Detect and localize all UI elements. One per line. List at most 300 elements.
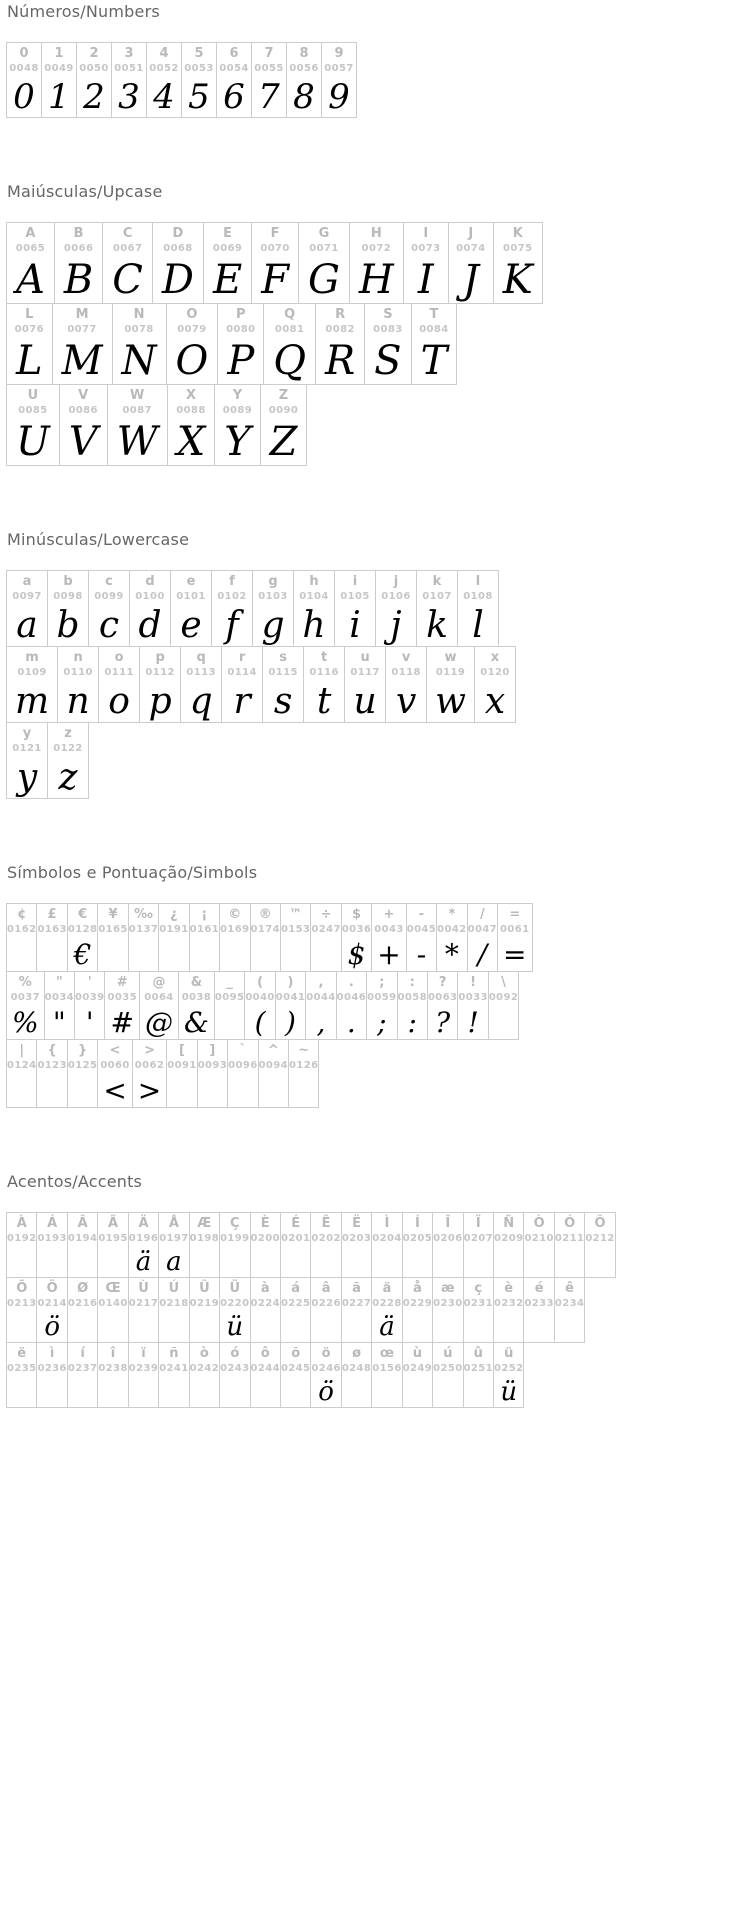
cell-character-label: 0 [19,46,29,61]
cell-unicode-code: 0161 [189,924,220,935]
glyph-cell [129,570,171,647]
cell-header [167,304,218,338]
cell-unicode-code: 0109 [17,667,47,678]
cell-header [263,647,303,681]
cell-header [311,1278,340,1312]
cell-character-label: ê [565,1281,574,1296]
cell-character-label: / [479,907,485,922]
cell-header [167,1040,196,1074]
cell-unicode-code: 0038 [181,992,212,1003]
cell-glyph: X [176,419,206,465]
cell-glyph: ) [285,1006,296,1039]
cell-unicode-code: 0099 [94,591,124,602]
cell-character-label: J [468,226,474,241]
cell-character-label: P [236,307,246,322]
glyph-cell [52,303,113,385]
glyph-row [6,570,730,647]
cell-header [45,972,74,1006]
glyph-cell [250,903,281,972]
glyph-cell [41,42,77,118]
cell-glyph: s [273,681,293,722]
glyph-cell [98,646,140,723]
cell-header [365,304,410,338]
glyph-cell [44,971,75,1040]
cell-character-label: â [321,1281,331,1296]
cell-character-label: ¡ [201,907,208,922]
cell-header [252,223,298,257]
glyph-cell [74,971,105,1040]
glyph-cell [336,971,367,1040]
glyph-cell [286,42,322,118]
cell-header [264,304,315,338]
cell-character-label: R [335,307,346,322]
cell-header [376,571,416,605]
cell-glyph: N [121,338,157,384]
cell-glyph: + [377,938,401,971]
glyph-cell [128,1212,159,1278]
cell-glyph [220,938,249,971]
cell-unicode-code: 0068 [163,243,193,254]
glyph-cell [227,1039,258,1108]
cell-header [7,1343,36,1377]
cell-character-label: : [409,975,415,990]
cell-unicode-code: 0096 [228,1060,258,1071]
glyph-cell [315,303,365,385]
cell-character-label: æ [441,1281,455,1296]
glyph-cell [216,42,252,118]
cell-unicode-code: 0203 [341,1233,372,1244]
cell-unicode-code: 0199 [220,1233,250,1244]
cell-unicode-code: 0066 [63,243,94,254]
cell-header [494,1213,523,1247]
cell-unicode-code: 0128 [67,924,98,935]
cell-character-label: t [321,650,328,665]
cell-glyph [37,1074,66,1107]
cell-unicode-code: 0041 [275,992,306,1003]
cell-unicode-code: 0237 [67,1363,98,1374]
cell-glyph: T [420,338,448,384]
cell-header [524,1213,553,1247]
cell-glyph [198,1074,227,1107]
glyph-cell [426,646,475,723]
glyph-cell [6,384,60,466]
cell-header [316,304,364,338]
cell-header [524,1278,553,1312]
cell-header [68,1343,97,1377]
glyph-cell [298,222,350,304]
cell-unicode-code: 0105 [340,591,370,602]
cell-glyph: n [66,681,90,722]
glyph-cell [321,42,357,118]
glyph-cell [97,1277,128,1343]
cell-character-label: ù [412,1346,423,1361]
glyph-cell [427,971,458,1040]
glyph-cell [341,903,372,972]
cell-header [7,723,47,757]
cell-unicode-code: 0058 [397,992,427,1003]
cell-header [198,1040,227,1074]
cell-character-label: B [73,226,84,241]
cell-character-label: _ [226,975,233,990]
cell-header [433,1343,462,1377]
cell-glyph [342,1312,371,1342]
cell-unicode-code: 0212 [585,1233,615,1244]
cell-glyph: H [358,257,394,303]
cell-character-label: < [109,1043,121,1058]
cell-glyph: j [390,605,402,646]
cell-header [251,1278,280,1312]
cell-glyph: < [103,1074,127,1107]
cell-unicode-code: 0248 [341,1363,372,1374]
cell-character-label: 2 [89,46,99,61]
cell-glyph [129,938,158,971]
cell-unicode-code: 0081 [274,324,305,335]
cell-glyph: : [407,1006,417,1039]
cell-header [372,1343,401,1377]
cell-header [42,43,76,77]
cell-unicode-code: 0060 [100,1060,130,1071]
cell-header [182,43,216,77]
cell-unicode-code: 0246 [311,1363,341,1374]
cell-character-label: ñ [169,1346,179,1361]
cell-unicode-code: 0125 [67,1060,98,1071]
cell-character-label: ' [87,975,92,990]
cell-character-label: 7 [264,46,274,61]
cell-character-label: Ö [46,1281,58,1296]
glyph-cell [467,903,498,972]
cell-header [287,43,321,77]
cell-header [129,1213,158,1247]
cell-header [7,304,52,338]
glyph-cell [371,1277,402,1343]
cell-header [7,904,36,938]
cell-glyph: a [16,605,38,646]
cell-character-label: È [260,1216,270,1231]
cell-glyph [281,1377,310,1407]
cell-unicode-code: 0091 [167,1060,197,1071]
cell-glyph: 5 [188,77,210,117]
glyph-cell [310,1212,341,1278]
cell-header [299,223,349,257]
cell-character-label: L [25,307,34,322]
glyph-cell [67,1039,98,1108]
glyph-cell [305,971,336,1040]
glyph-cell [76,42,112,118]
cell-unicode-code: 0080 [226,324,256,335]
cell-unicode-code: 0113 [186,667,216,678]
cell-unicode-code: 0197 [159,1233,189,1244]
cell-header [433,1213,462,1247]
cell-unicode-code: 0056 [289,63,319,74]
glyph-cell [189,903,220,972]
cell-glyph: & [183,1006,209,1039]
cell-unicode-code: 0097 [12,591,42,602]
cell-character-label: a [22,574,32,589]
cell-glyph [98,1312,127,1342]
cell-glyph: Q [273,338,307,384]
cell-unicode-code: 0107 [422,591,452,602]
glyph-row [6,42,730,118]
glyph-cell [189,1212,220,1278]
cell-glyph [433,1312,462,1342]
cell-glyph [98,1377,127,1407]
cell-character-label: y [22,726,32,741]
cell-unicode-code: 0236 [37,1363,67,1374]
cell-unicode-code: 0116 [309,667,339,678]
cell-character-label: D [172,226,184,241]
cell-glyph: ? [435,1006,451,1039]
cell-unicode-code: 0076 [14,324,44,335]
cell-character-label: A [25,226,36,241]
cell-character-label: m [25,650,39,665]
cell-character-label: $ [352,907,362,922]
cell-unicode-code: 0165 [98,924,128,935]
cell-unicode-code: 0202 [311,1233,341,1244]
cell-glyph: = [503,938,527,971]
cell-unicode-code: 0206 [433,1233,463,1244]
cell-glyph: ä [135,1247,152,1277]
cell-header [98,1343,127,1377]
cell-glyph [464,1377,493,1407]
cell-glyph [433,1377,462,1407]
cell-header [494,223,542,257]
cell-character-label: ï [141,1346,146,1361]
cell-character-label: Â [77,1216,88,1231]
cell-unicode-code: 0074 [456,243,486,254]
cell-glyph: 1 [48,77,70,117]
cell-unicode-code: 0042 [437,924,467,935]
cell-character-label: @ [152,975,166,990]
glyph-cell [457,971,488,1040]
cell-header [489,972,518,1006]
glyph-cell [132,1039,167,1108]
cell-glyph [281,938,310,971]
glyph-cell [128,1342,159,1408]
glyph-cell [344,646,386,723]
cell-header [68,904,97,938]
cell-character-label: ë [17,1346,27,1361]
cell-glyph: G [307,257,340,303]
glyph-cell [6,971,45,1040]
glyph-cell [371,1342,402,1408]
cell-header [7,972,44,1006]
cell-unicode-code: 0114 [227,667,257,678]
cell-character-label: n [73,650,83,665]
cell-unicode-code: 0228 [372,1298,402,1309]
glyph-cell [366,971,397,1040]
cell-character-label: ô [260,1346,270,1361]
glyph-cell [385,646,427,723]
cell-header [130,571,170,605]
glyph-cell [67,1212,98,1278]
glyph-cell [554,1277,585,1343]
cell-unicode-code: 0053 [184,63,214,74]
glyph-cell [36,1277,67,1343]
cell-header [140,647,180,681]
glyph-cell [97,1342,128,1408]
cell-glyph: % [12,1006,39,1039]
cell-glyph: 3 [118,77,140,117]
cell-unicode-code: 0226 [311,1298,341,1309]
cell-character-label: > [144,1043,155,1058]
cell-character-label: ) [287,975,294,990]
cell-glyph: d [138,605,162,646]
cell-header [7,385,59,419]
cell-character-label: ( [257,975,264,990]
cell-header [7,1040,36,1074]
cell-unicode-code: 0121 [12,743,42,754]
glyph-cell [102,222,153,304]
cell-character-label: ü [504,1346,514,1361]
cell-unicode-code: 0036 [341,924,372,935]
cell-unicode-code: 0059 [367,992,397,1003]
cell-header [220,1278,249,1312]
cell-unicode-code: 0224 [250,1298,280,1309]
cell-glyph: I [417,257,434,303]
cell-header [494,1343,523,1377]
cell-header [190,1343,219,1377]
glyph-cell [6,903,37,972]
cell-character-label: © [228,907,242,922]
cell-glyph: q [189,681,213,722]
glyph-row [6,1212,730,1278]
cell-header [108,385,167,419]
cell-header [345,647,385,681]
cell-glyph [251,1377,280,1407]
cell-character-label: ò [199,1346,209,1361]
cell-header [494,1278,523,1312]
cell-glyph [190,1312,219,1342]
cell-glyph [159,938,188,971]
cell-header [449,223,493,257]
cell-header [294,571,334,605]
cell-glyph: R [325,338,356,384]
cell-glyph: l [472,605,484,646]
cell-unicode-code: 0057 [324,63,354,74]
cell-character-label: C [122,226,133,241]
cell-header [129,904,158,938]
glyph-cell [432,1277,463,1343]
cell-glyph: $ [347,938,366,971]
cell-header [159,904,188,938]
glyph-cell [250,1342,281,1408]
cell-character-label: G [318,226,330,241]
cell-glyph [342,1247,371,1277]
cell-glyph: p [148,681,172,722]
cell-character-label: ™ [289,907,303,922]
section-title-numbers: Números/Numbers [7,2,160,21]
cell-unicode-code: 0065 [15,243,46,254]
cell-unicode-code: 0095 [214,992,245,1003]
cell-header [190,1213,219,1247]
glyph-cell [36,1342,67,1408]
glyph-cell [493,1342,524,1408]
cell-header [367,972,396,1006]
cell-glyph: - [416,938,427,971]
glyph-cell [250,1277,281,1343]
glyph-cell [6,646,58,723]
cell-header [555,1213,584,1247]
cell-header [55,223,102,257]
cell-unicode-code: 0118 [391,667,421,678]
cell-character-label: 1 [54,46,64,61]
cell-glyph [68,1247,97,1277]
cell-character-label: ç [474,1281,483,1296]
cell-character-label: b [63,574,73,589]
cell-glyph: i [349,605,361,646]
cell-character-label: g [268,574,278,589]
cell-unicode-code: 0115 [268,667,298,678]
glyph-cell [6,42,42,118]
cell-character-label: p [155,650,165,665]
glyph-cell [158,903,189,972]
glyph-cell [167,384,215,466]
cell-header [140,972,178,1006]
cell-character-label: Ñ [503,1216,515,1231]
cell-glyph [228,1074,257,1107]
cell-unicode-code: 0230 [433,1298,463,1309]
cell-glyph [311,1312,340,1342]
cell-glyph [251,938,280,971]
cell-character-label: Œ [105,1281,121,1296]
glyph-cell [107,384,168,466]
cell-character-label: ] [209,1043,216,1058]
cell-unicode-code: 0122 [53,743,83,754]
glyph-cell [416,570,458,647]
cell-glyph [259,1074,288,1107]
cell-header [98,904,127,938]
cell-glyph: m [15,681,50,722]
cell-glyph [37,1377,66,1407]
cell-character-label: z [64,726,72,741]
cell-glyph: t [316,681,332,722]
cell-unicode-code: 0035 [107,992,137,1003]
cell-glyph: 9 [328,77,350,117]
glyph-cell [146,42,182,118]
cell-glyph: x [484,681,506,722]
cell-glyph: F [261,257,289,303]
section-upcase [6,182,730,466]
cell-glyph: ü [226,1312,244,1342]
cell-character-label: œ [379,1346,395,1361]
cell-header [190,1278,219,1312]
cell-character-label: ú [443,1346,453,1361]
cell-character-label: | [19,1043,25,1058]
cell-header [37,1278,66,1312]
cell-header [89,571,129,605]
cell-unicode-code: 0124 [7,1060,37,1071]
cell-glyph [159,1312,188,1342]
glyph-cell [166,303,219,385]
cell-header [220,904,249,938]
glyph-cell [250,1212,281,1278]
cell-character-label: é [534,1281,544,1296]
cell-glyph: u [353,681,377,722]
cell-character-label: ¿ [170,907,178,922]
cell-header [259,1040,288,1074]
glyph-cell [280,1277,311,1343]
cell-character-label: á [291,1281,301,1296]
glyph-cell [310,1277,341,1343]
cell-character-label: ? [438,975,447,990]
cell-unicode-code: 0231 [463,1298,493,1309]
cell-header [113,304,166,338]
cell-unicode-code: 0120 [480,667,510,678]
cell-header [437,904,466,938]
glyph-cell [36,903,67,972]
glyph-cell [402,1342,433,1408]
cell-header [252,43,286,77]
